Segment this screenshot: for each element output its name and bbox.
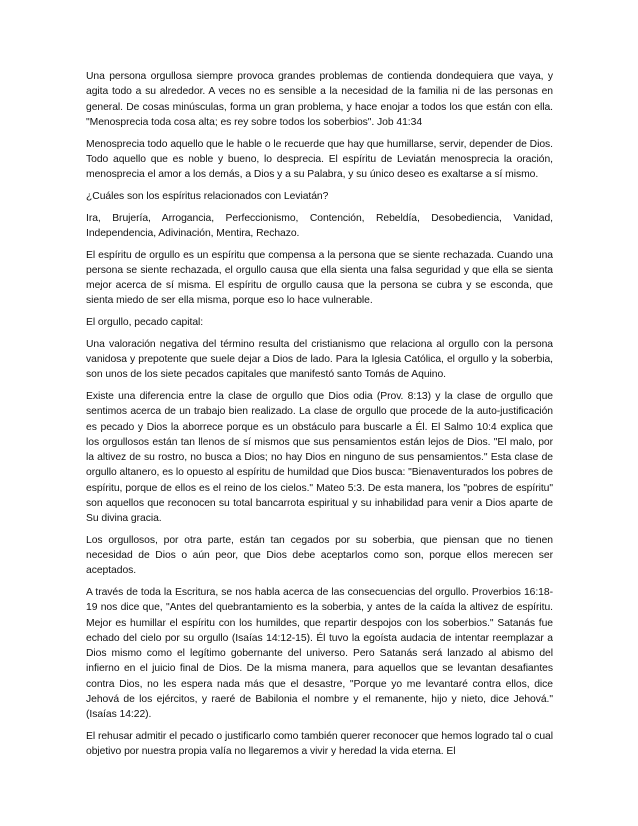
paragraph-refusing-to-admit: El rehusar admitir el pecado o justificarlo como también querer reconocer que hemos logrado tal o cual objetivo por nuestra propia valía no llegaremos a vivir y heredad la vida eterna. El xyxy=(86,730,553,757)
paragraph-question-spirits: ¿Cuáles son los espíritus relacionados con Leviatán? xyxy=(86,190,329,202)
paragraph-spirit-of-pride: El espíritu de orgullo es un espíritu que compensa a la persona que se siente rechazada. Cuando una persona se siente rechazada, el orgullo causa que ella sienta una falsa seguridad y que ella se sienta mejor acerca de sí misma. El espíritu de orgullo causa que la persona se cubra y se esconda, que sienta miedo de ser ella misma, porque eso lo hace vulnerable. xyxy=(86,249,553,307)
paragraph-spirits-list: Ira, Brujería, Arrogancia, Perfeccionismo, Contención, Rebeldía, Desobediencia, Vanidad, Independencia, Adivinación, Mentira, Rechazo. xyxy=(86,212,553,239)
paragraph-capital-sin-heading: El orgullo, pecado capital: xyxy=(86,317,204,328)
paragraph-scripture-consequences: A través de toda la Escritura, se nos habla acerca de las consecuencias del orgullo. Proverbios 16:18-19 nos dice que, "Antes del quebrantamiento es la soberbia, y antes de la caída la altivez de espíritu. Mejor es humillar el espíritu con los humildes, que repartir despojos con los soberbios." Satanás fue echado del cielo por su orgullo (Isaías 14:12-15). Él tuvo la egoísta audacia de intentar reemplazar a Dios mismo como el legítimo gobernante del universo. Pero Satanás será lanzado al abismo del infierno en el juicio final de Dios. De la misma manera, para aquellos que se levantan desafiantes contra Dios, no les espera nada más que el desastre, "Porque yo me levantaré contra ellos, dice Jehová de los ejércitos, y raeré de Babilonia el nombre y el remanente, hijo y nieto, dice Jehová." (Isaías 14:22). xyxy=(86,587,553,720)
paragraph-negative-valuation: Una valoración negativa del término resulta del cristianismo que relaciona al orgullo con la persona vanidosa y prepotente que suele dejar a Dios de lado. Para la Iglesia Católica, el orgullo y la soberbia, son unos de los siete pecados capitales que manifestó santo Tomás de Aquino. xyxy=(86,338,553,381)
paragraph-blinded-proud: Los orgullosos, por otra parte, están tan cegados por su soberbia, que piensan que no tienen necesidad de Dios o aún peor, que Dios debe aceptarlos como son, porque ellos merecen ser aceptados. xyxy=(86,534,553,577)
paragraph-difference-of-pride: Existe una diferencia entre la clase de orgullo que Dios odia (Prov. 8:13) y la clase de orgullo que sentimos acerca de un trabajo bien realizado. La clase de orgullo que procede de la auto-justificación es pecado y Dios la aborrece porque es un obstáculo para buscarle a Él. El Salmo 10:4 explica que los orgullosos están tan llenos de sí mismos que sus pensamientos están lejos de Dios. "El malo, por la altivez de su rostro, no busca a Dios; no hay Dios en ninguno de sus pensamientos." Esta clase de orgullo altanero, es lo opuesto al espíritu de humildad que Dios busca: "Bienaventurados los pobres de espíritu, porque de ellos es el reino de los cielos." Mateo 5:3. De esta manera, los "pobres de espíritu" son aquellos que reconocen su total bancarrota espiritual y su inhabilidad para venir a Dios aparte de Su divina gracia. xyxy=(86,391,553,524)
paragraph-pride-contention: Una persona orgullosa siempre provoca grandes problemas de contienda dondequiera que vaya, y agita todo a su alrededor. A veces no es sensible a la necesidad de la familia ni de las personas en general. De cosas minúsculas, forma un gran problema, y hace enojar a todos los que están con ella. "Menosprecia toda cosa alta; es rey sobre todos los soberbios". Job 41:34 xyxy=(86,71,553,128)
paragraph-despises-humility: Menosprecia todo aquello que le hable o le recuerde que hay que humillarse, servir, depender de Dios. Todo aquello que es noble y bueno, lo desprecia. El espíritu de Leviatán menosprecia la oración, menosprecia el amor a los demás, a Dios y a su Palabra, y su único deseo es exaltarse a sí mismo. xyxy=(86,138,553,180)
